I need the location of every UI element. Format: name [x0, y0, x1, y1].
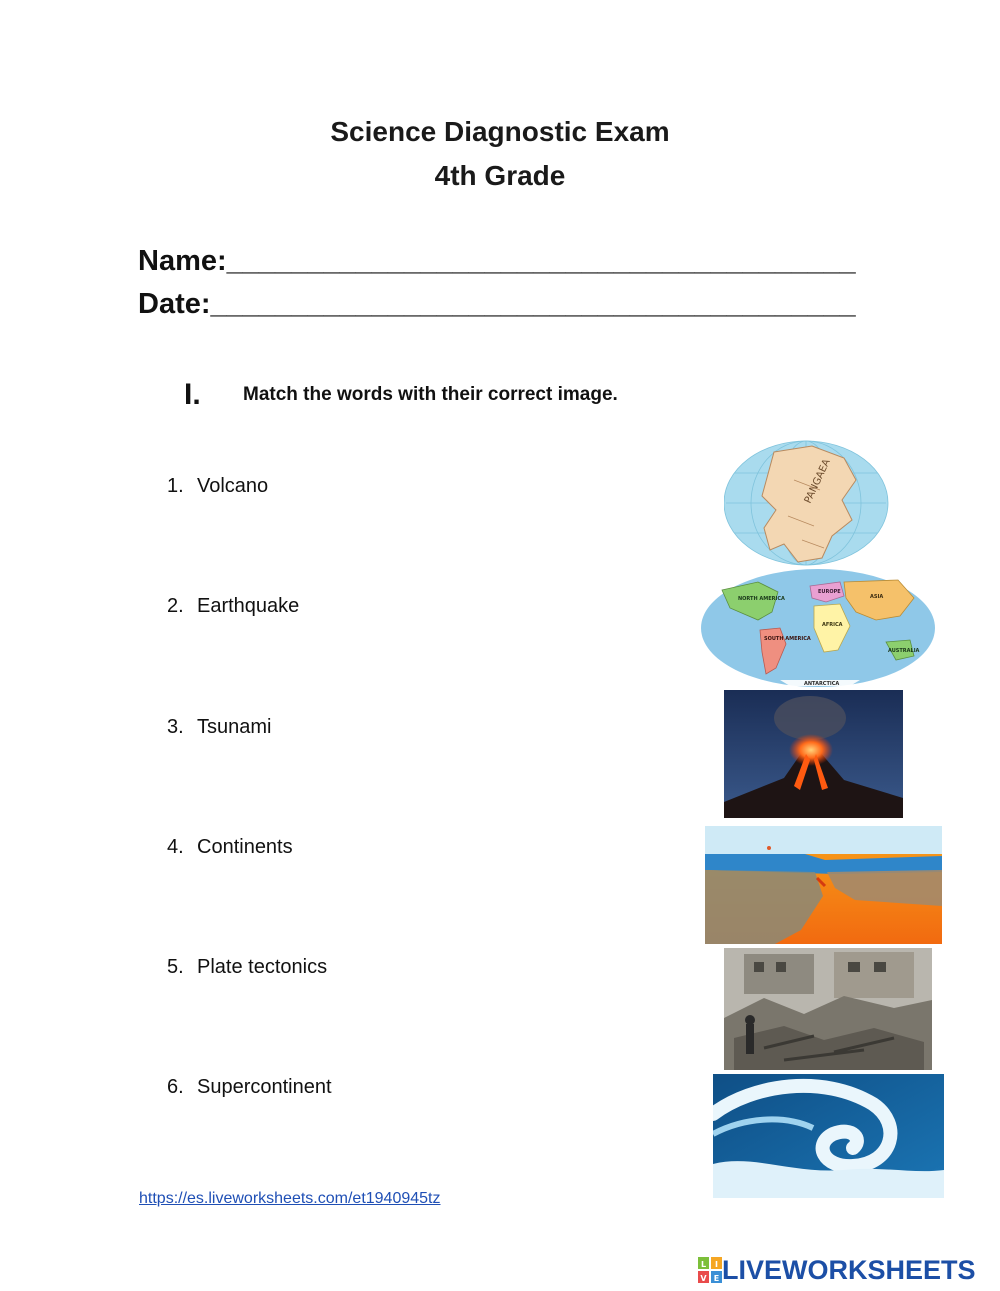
- item-label: Plate tectonics: [197, 956, 328, 978]
- section-instruction: Match the words with their correct image.: [243, 384, 618, 405]
- item-label: Supercontinent: [197, 1076, 332, 1098]
- erupting-volcano-image[interactable]: [724, 690, 903, 818]
- list-item[interactable]: [167, 595, 299, 618]
- name-field[interactable]: Name:_______________________________________: [138, 245, 856, 277]
- list-item[interactable]: [167, 716, 271, 739]
- logo-letter: I: [715, 1260, 718, 1269]
- ocean-wave-image[interactable]: [713, 1074, 944, 1198]
- item-number: 4.: [167, 836, 184, 858]
- liveworksheets-logo[interactable]: [698, 1256, 976, 1284]
- logo-letter: E: [713, 1274, 720, 1283]
- map-label-africa: AFRICA: [822, 622, 843, 628]
- item-label: Earthquake: [197, 595, 300, 617]
- map-label-south-america: SOUTH AMERICA: [764, 636, 811, 642]
- map-label-asia: ASIA: [870, 594, 884, 600]
- item-label: Volcano: [197, 475, 269, 497]
- item-number: 5.: [167, 956, 184, 978]
- map-label-australia: AUSTRALIA: [888, 648, 920, 654]
- logo-letter: V: [700, 1274, 707, 1283]
- list-item[interactable]: [167, 836, 293, 859]
- date-field[interactable]: Date:________________________________________: [138, 288, 856, 320]
- item-label: Continents: [197, 836, 293, 858]
- logo-letter: L: [700, 1260, 707, 1269]
- page-title: Science Diagnostic Exam: [330, 116, 670, 147]
- logo-icon: [698, 1257, 722, 1283]
- section-numeral: I.: [184, 378, 201, 411]
- map-label-antarctica: ANTARCTICA: [804, 681, 840, 687]
- earthquake-rubble-image[interactable]: [724, 948, 932, 1070]
- list-item[interactable]: [167, 475, 268, 498]
- world-continents-map-image[interactable]: [700, 568, 936, 688]
- item-number: 2.: [167, 595, 184, 617]
- pangaea-map-image[interactable]: [724, 440, 889, 566]
- plate-subduction-diagram-image[interactable]: [705, 826, 942, 944]
- map-label-europe: EUROPE: [818, 589, 841, 595]
- worksheet-link[interactable]: https://es.liveworksheets.com/et1940945tz: [139, 1190, 441, 1207]
- pangaea-label: PANGAEA: [802, 457, 833, 506]
- item-number: 3.: [167, 716, 184, 738]
- grade-subtitle: 4th Grade: [434, 160, 566, 191]
- list-item[interactable]: [167, 956, 327, 979]
- item-number: 1.: [167, 475, 184, 497]
- list-item[interactable]: [167, 1076, 332, 1099]
- map-label-north-america: NORTH AMERICA: [738, 596, 785, 602]
- item-label: Tsunami: [197, 716, 272, 738]
- logo-text: LIVEWORKSHEETS: [722, 1254, 976, 1285]
- item-number: 6.: [167, 1076, 184, 1098]
